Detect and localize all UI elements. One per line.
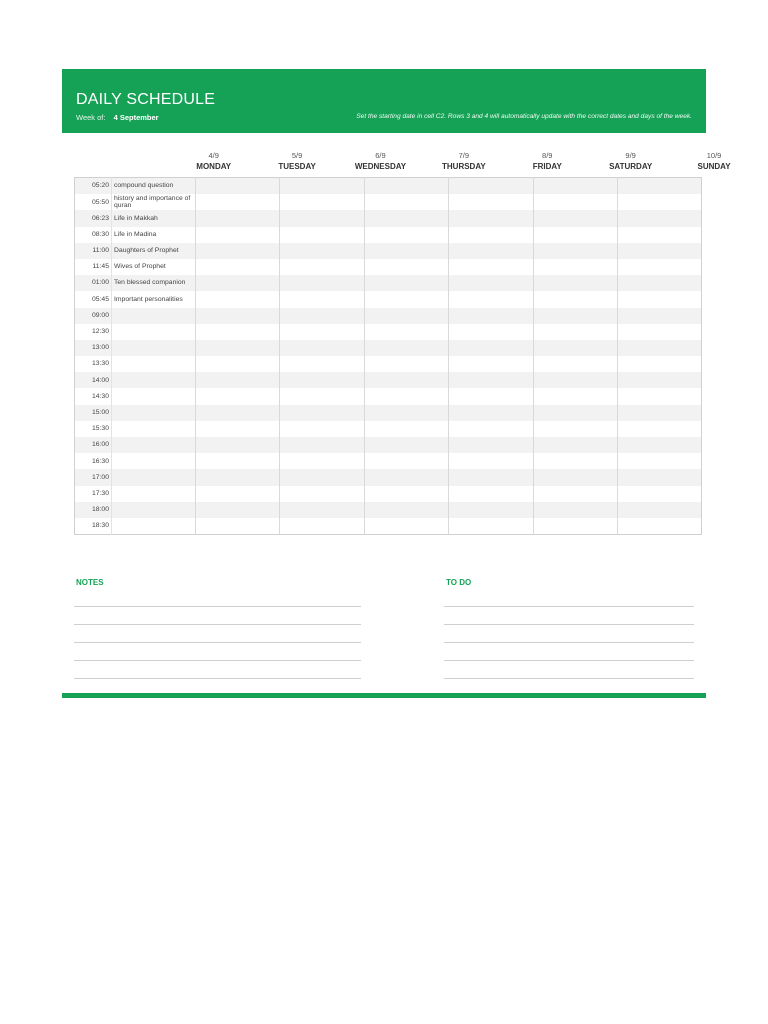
schedule-cell[interactable]	[449, 227, 533, 243]
schedule-cell[interactable]	[617, 388, 701, 404]
schedule-cell[interactable]	[533, 405, 617, 421]
table-row	[75, 259, 702, 275]
monday-entry-cell[interactable]: Daughters of Prophet	[112, 243, 196, 259]
monday-entry-cell[interactable]	[112, 453, 196, 469]
schedule-cell[interactable]	[533, 227, 617, 243]
schedule-cell[interactable]	[196, 388, 280, 404]
week-value[interactable]: 4 September	[113, 113, 159, 122]
monday-entry-cell[interactable]	[112, 421, 196, 437]
monday-entry-cell[interactable]	[112, 469, 196, 485]
todo-line[interactable]	[444, 624, 694, 642]
week-of	[76, 113, 159, 122]
schedule-cell[interactable]	[364, 421, 448, 437]
schedule-cell[interactable]	[280, 518, 364, 535]
schedule-cell[interactable]	[196, 308, 280, 324]
schedule-cell[interactable]	[617, 469, 701, 485]
day-date: 4/9	[208, 151, 219, 160]
schedule-cell[interactable]	[280, 356, 364, 372]
schedule-cell[interactable]	[449, 243, 533, 259]
day-header	[339, 151, 422, 173]
schedule-cell[interactable]	[196, 210, 280, 226]
monday-entry-cell[interactable]	[112, 518, 196, 535]
schedule-cell[interactable]	[280, 275, 364, 291]
todo-line[interactable]	[444, 606, 694, 624]
table-row	[75, 243, 702, 259]
schedule-cell[interactable]	[617, 324, 701, 340]
schedule-cell[interactable]	[364, 453, 448, 469]
day-date: 9/9	[625, 151, 636, 160]
schedule-cell[interactable]	[449, 486, 533, 502]
todo-lines[interactable]	[444, 606, 694, 696]
table-row	[75, 469, 702, 485]
monday-entry-cell[interactable]	[112, 502, 196, 518]
schedule-cell[interactable]	[449, 453, 533, 469]
monday-entry-cell[interactable]	[112, 437, 196, 453]
time-cell: 16:30	[91, 457, 109, 465]
schedule-cell[interactable]	[533, 210, 617, 226]
schedule-cell[interactable]	[280, 210, 364, 226]
notes-line[interactable]	[74, 606, 361, 624]
table-row	[75, 486, 702, 502]
schedule-cell[interactable]	[617, 502, 701, 518]
day-date: 5/9	[291, 151, 303, 160]
schedule-cell[interactable]	[617, 243, 701, 259]
schedule-cell[interactable]	[617, 486, 701, 502]
schedule-cell[interactable]	[364, 372, 448, 388]
schedule-cell[interactable]	[533, 518, 617, 535]
schedule-cell[interactable]	[196, 469, 280, 485]
schedule-cell[interactable]	[196, 291, 280, 307]
monday-entry-cell[interactable]: history and importance of quran	[112, 194, 196, 210]
time-cell: 15:00	[75, 405, 112, 421]
schedule-cell[interactable]	[449, 308, 533, 324]
day-header-row	[172, 151, 756, 173]
schedule-cell[interactable]	[280, 178, 364, 195]
schedule-cell[interactable]	[617, 421, 701, 437]
time-cell: 05:50	[91, 198, 109, 206]
time-cell: 14:00	[75, 372, 112, 388]
schedule-cell[interactable]	[617, 372, 701, 388]
schedule-cell[interactable]	[280, 308, 364, 324]
schedule-cell[interactable]	[533, 486, 617, 502]
schedule-cell[interactable]	[364, 405, 448, 421]
table-row	[75, 210, 702, 226]
schedule-cell[interactable]	[617, 194, 701, 210]
schedule-cell[interactable]	[196, 243, 280, 259]
schedule-cell[interactable]	[196, 453, 280, 469]
schedule-cell[interactable]	[617, 437, 701, 453]
schedule-sheet	[62, 69, 731, 587]
schedule-cell[interactable]	[196, 227, 280, 243]
todo-line[interactable]	[444, 642, 694, 660]
table-row	[75, 421, 702, 437]
day-header	[172, 151, 255, 173]
schedule-cell[interactable]	[196, 502, 280, 518]
schedule-cell[interactable]	[364, 243, 448, 259]
schedule-cell[interactable]	[449, 340, 533, 356]
schedule-cell[interactable]	[449, 259, 533, 275]
table-row	[75, 178, 702, 195]
schedule-cell[interactable]	[449, 324, 533, 340]
table-row	[75, 405, 702, 421]
notes-line[interactable]	[74, 642, 361, 660]
schedule-cell[interactable]	[196, 259, 280, 275]
schedule-cell[interactable]	[280, 469, 364, 485]
day-header	[589, 151, 672, 173]
monday-entry-cell[interactable]: Life in Madina	[112, 227, 196, 243]
schedule-cell[interactable]	[449, 421, 533, 437]
day-date: 6/9	[375, 151, 386, 160]
day-name: WEDNESDAY	[354, 162, 407, 171]
schedule-cell[interactable]	[533, 243, 617, 259]
schedule-cell[interactable]	[617, 518, 701, 535]
schedule-cell[interactable]	[196, 340, 280, 356]
monday-entry-cell[interactable]: Wives of Prophet	[112, 259, 196, 275]
day-name: THURSDAY	[442, 162, 486, 171]
schedule-cell[interactable]	[533, 356, 617, 372]
schedule-cell[interactable]	[196, 275, 280, 291]
schedule-cell[interactable]	[617, 356, 701, 372]
monday-entry-cell[interactable]	[112, 486, 196, 502]
footer-bar	[62, 693, 706, 698]
schedule-cell[interactable]	[364, 324, 448, 340]
schedule-cell[interactable]	[280, 437, 364, 453]
schedule-cell[interactable]	[196, 194, 280, 210]
schedule-cell[interactable]	[280, 243, 364, 259]
table-row	[75, 227, 702, 243]
time-cell: 16:00	[75, 437, 112, 453]
schedule-cell[interactable]	[449, 178, 533, 195]
schedule-cell[interactable]	[196, 324, 280, 340]
schedule-cell[interactable]	[533, 453, 617, 469]
schedule-cell[interactable]	[449, 291, 533, 307]
schedule-cell[interactable]	[364, 437, 448, 453]
table-row	[75, 388, 702, 404]
schedule-cell[interactable]	[280, 194, 364, 210]
schedule-cell[interactable]	[280, 227, 364, 243]
schedule-cell[interactable]	[449, 437, 533, 453]
schedule-cell[interactable]	[449, 469, 533, 485]
schedule-cell[interactable]	[196, 405, 280, 421]
week-label: Week of:	[76, 113, 106, 122]
schedule-cell[interactable]	[364, 210, 448, 226]
schedule-cell[interactable]	[449, 275, 533, 291]
monday-entry-cell[interactable]: Important personalities	[112, 291, 196, 307]
table-row	[75, 453, 702, 469]
table-row	[75, 502, 702, 518]
schedule-grid	[74, 177, 702, 535]
schedule-cell[interactable]	[449, 194, 533, 210]
schedule-cell[interactable]	[364, 356, 448, 372]
schedule-cell[interactable]	[533, 194, 617, 210]
schedule-cell[interactable]	[533, 291, 617, 307]
schedule-cell[interactable]	[449, 405, 533, 421]
schedule-cell[interactable]	[533, 340, 617, 356]
schedule-cell[interactable]	[533, 308, 617, 324]
time-cell: 17:00	[75, 469, 112, 485]
schedule-cell[interactable]	[280, 388, 364, 404]
monday-entry-cell[interactable]: Ten blessed companion	[112, 275, 196, 291]
monday-entry-cell[interactable]	[112, 372, 196, 388]
schedule-cell[interactable]	[280, 486, 364, 502]
schedule-cell[interactable]	[617, 405, 701, 421]
schedule-cell[interactable]	[364, 291, 448, 307]
notes-line[interactable]	[74, 624, 361, 642]
schedule-cell[interactable]	[533, 275, 617, 291]
schedule-cell[interactable]	[280, 259, 364, 275]
time-cell: 08:30	[91, 230, 109, 238]
monday-entry-cell[interactable]	[112, 340, 196, 356]
day-header	[506, 151, 589, 173]
time-cell: 05:45	[91, 295, 109, 303]
instruction-text: Set the starting date in cell C2. Rows 3 and 4 will automatically update with the correct dates and days of the week.	[356, 113, 692, 120]
monday-entry-cell[interactable]: Life in Makkah	[112, 210, 196, 226]
day-name: SATURDAY	[609, 162, 653, 171]
schedule-cell[interactable]	[280, 502, 364, 518]
time-cell: 11:00	[75, 243, 112, 259]
time-cell: 17:30	[91, 489, 109, 497]
schedule-cell[interactable]	[364, 259, 448, 275]
schedule-cell[interactable]	[617, 178, 701, 195]
time-cell: 15:30	[91, 425, 109, 433]
schedule-cell[interactable]	[533, 259, 617, 275]
schedule-cell[interactable]	[364, 486, 448, 502]
schedule-cell[interactable]	[449, 210, 533, 226]
notes-lines[interactable]	[74, 606, 361, 696]
schedule-cell[interactable]	[364, 469, 448, 485]
schedule-cell[interactable]	[617, 453, 701, 469]
day-date: 8/9	[542, 151, 553, 160]
monday-entry-cell[interactable]	[112, 388, 196, 404]
schedule-cell[interactable]	[364, 178, 448, 195]
schedule-cell[interactable]	[196, 421, 280, 437]
schedule-cell[interactable]	[617, 210, 701, 226]
schedule-cell[interactable]	[449, 372, 533, 388]
schedule-cell[interactable]	[196, 178, 280, 195]
notes-title: NOTES	[76, 578, 104, 587]
schedule-cell[interactable]	[280, 291, 364, 307]
schedule-cell[interactable]	[364, 308, 448, 324]
day-header	[255, 151, 338, 173]
time-cell: 13:00	[75, 340, 112, 356]
schedule-cell[interactable]	[196, 356, 280, 372]
schedule-cell[interactable]	[533, 469, 617, 485]
monday-entry-cell[interactable]	[112, 308, 196, 324]
schedule-cell[interactable]	[449, 388, 533, 404]
schedule-cell[interactable]	[196, 437, 280, 453]
monday-entry-cell[interactable]: compound question	[112, 178, 196, 195]
time-cell: 14:30	[91, 392, 109, 400]
todo-title: TO DO	[446, 578, 472, 587]
time-cell: 12:30	[91, 328, 109, 336]
schedule-cell[interactable]	[364, 227, 448, 243]
day-header	[422, 151, 505, 173]
time-cell: 18:00	[75, 502, 112, 518]
schedule-cell[interactable]	[617, 308, 701, 324]
schedule-cell[interactable]	[364, 275, 448, 291]
schedule-cell[interactable]	[280, 324, 364, 340]
table-row	[75, 308, 702, 324]
schedule-cell[interactable]	[196, 486, 280, 502]
schedule-cell[interactable]	[196, 518, 280, 535]
table-row	[75, 518, 702, 535]
schedule-cell[interactable]	[280, 405, 364, 421]
schedule-cell[interactable]	[617, 259, 701, 275]
time-cell: 13:30	[91, 360, 109, 368]
schedule-cell[interactable]	[533, 372, 617, 388]
schedule-cell[interactable]	[196, 372, 280, 388]
time-cell: 01:00	[75, 275, 112, 291]
table-row	[75, 291, 702, 307]
schedule-cell[interactable]	[617, 275, 701, 291]
table-row	[75, 324, 702, 340]
schedule-cell[interactable]	[364, 194, 448, 210]
schedule-cell[interactable]	[364, 502, 448, 518]
table-row	[75, 437, 702, 453]
schedule-cell[interactable]	[617, 340, 701, 356]
schedule-cell[interactable]	[617, 291, 701, 307]
schedule-cell[interactable]	[533, 388, 617, 404]
schedule-cell[interactable]	[364, 518, 448, 535]
schedule-cell[interactable]	[533, 421, 617, 437]
schedule-cell[interactable]	[533, 437, 617, 453]
monday-entry-cell[interactable]	[112, 405, 196, 421]
day-header	[672, 151, 755, 173]
monday-entry-cell[interactable]	[112, 324, 196, 340]
schedule-cell[interactable]	[280, 340, 364, 356]
schedule-cell[interactable]	[280, 372, 364, 388]
time-cell: 18:30	[91, 522, 109, 530]
table-row	[75, 194, 702, 210]
monday-entry-cell[interactable]	[112, 356, 196, 372]
schedule-cell[interactable]	[364, 388, 448, 404]
schedule-cell[interactable]	[533, 502, 617, 518]
time-cell: 06:23	[75, 210, 112, 226]
todo-line[interactable]	[444, 660, 694, 678]
schedule-cell[interactable]	[533, 324, 617, 340]
schedule-cell[interactable]	[449, 356, 533, 372]
schedule-cell[interactable]	[449, 518, 533, 535]
day-date: 7/9	[458, 151, 470, 160]
schedule-cell[interactable]	[449, 502, 533, 518]
day-name: TUESDAY	[278, 162, 316, 171]
schedule-cell[interactable]	[280, 453, 364, 469]
schedule-cell[interactable]	[364, 340, 448, 356]
table-row	[75, 356, 702, 372]
day-name: SUNDAY	[697, 162, 731, 171]
schedule-cell[interactable]	[617, 227, 701, 243]
time-cell: 11:45	[92, 263, 109, 271]
schedule-cell[interactable]	[280, 421, 364, 437]
header-banner	[62, 69, 706, 133]
table-row	[75, 275, 702, 291]
day-name: MONDAY	[196, 162, 232, 171]
day-date: 10/9	[706, 151, 722, 160]
time-cell: 05:20	[75, 178, 112, 195]
table-row	[75, 372, 702, 388]
time-cell: 09:00	[75, 308, 112, 324]
page-title: DAILY SCHEDULE	[76, 91, 216, 108]
day-name: FRIDAY	[532, 162, 562, 171]
table-row	[75, 340, 702, 356]
notes-line[interactable]	[74, 660, 361, 678]
schedule-cell[interactable]	[533, 178, 617, 195]
